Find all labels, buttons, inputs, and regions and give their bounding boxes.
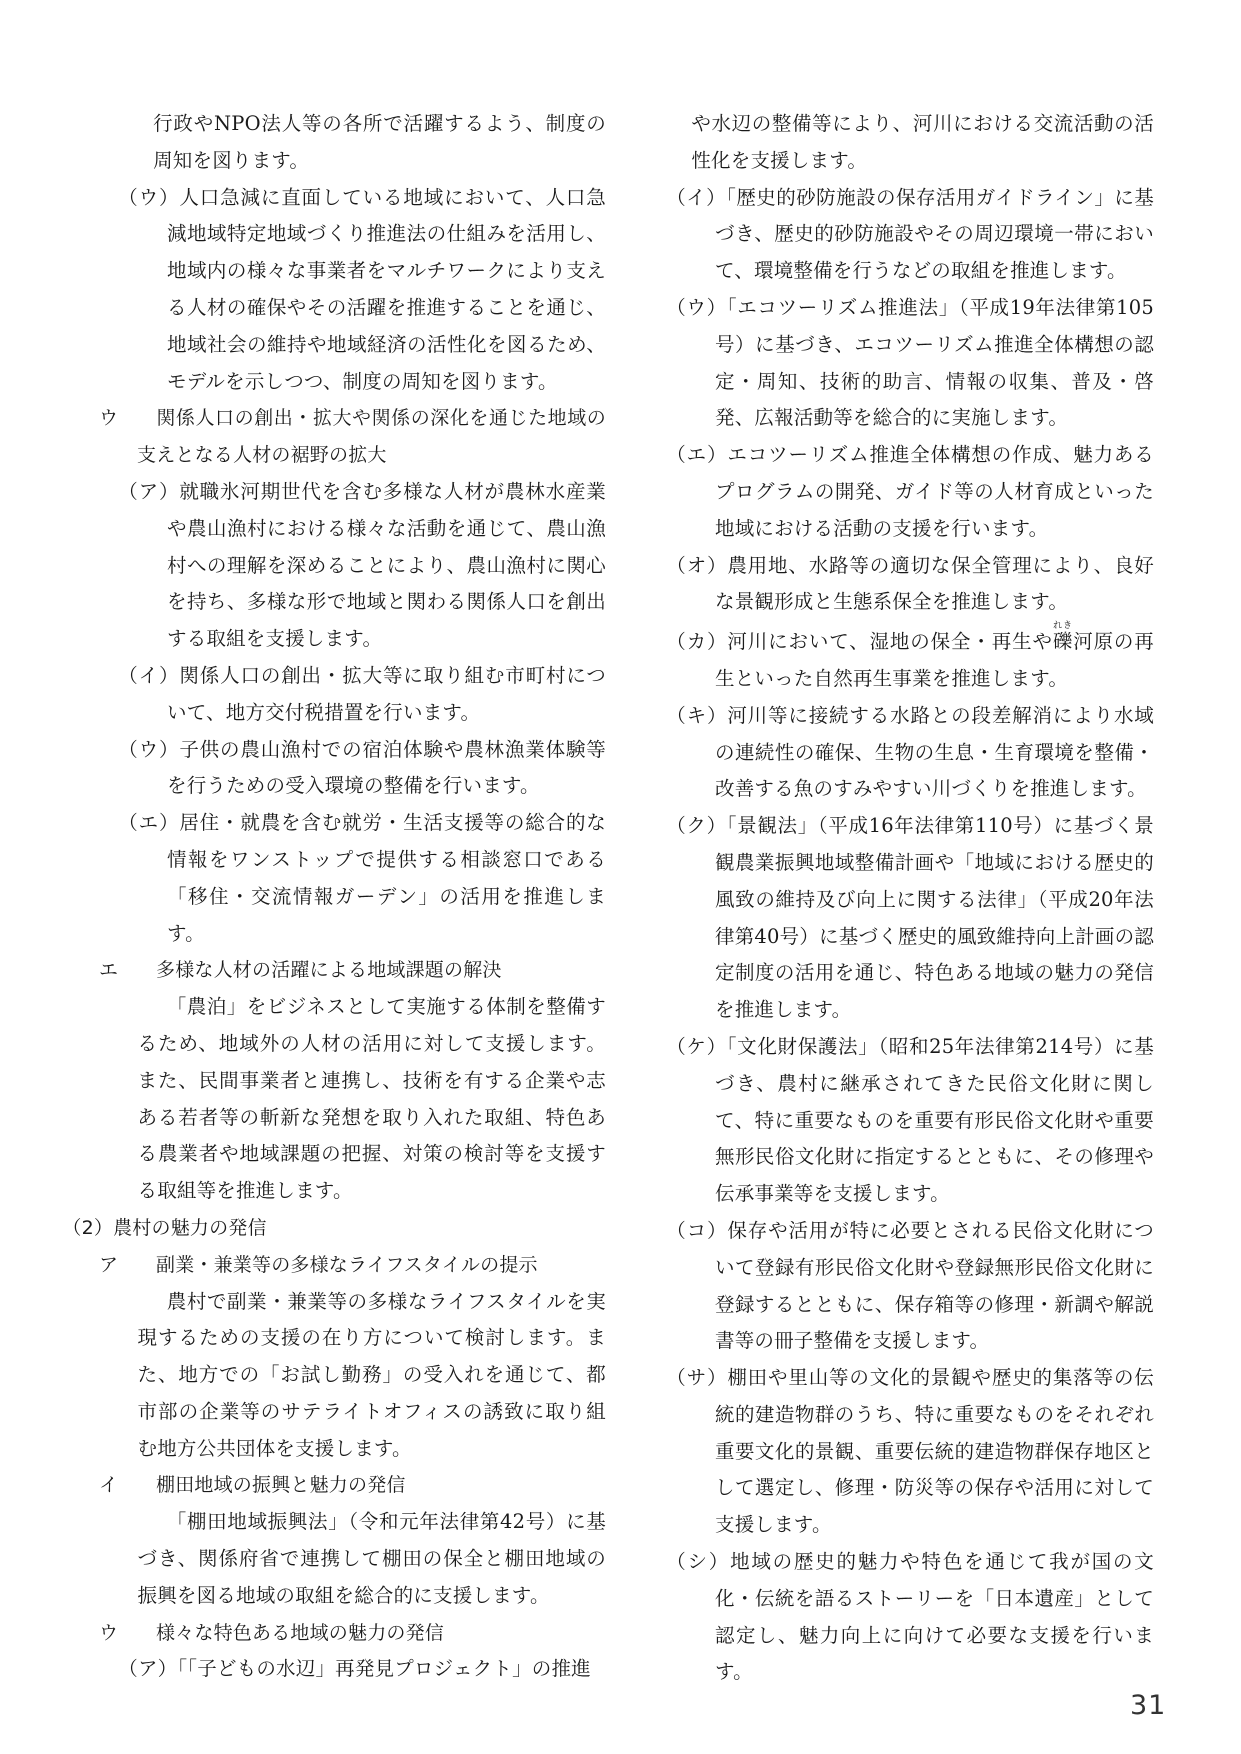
- list-item: [666, 808, 1154, 1029]
- item-text: 関係人口の創出・拡大等に取り組む市町村について、地方交付税措置を行います。: [167, 663, 606, 724]
- heading-text: 様々な特色ある地域の魅力の発信: [156, 1621, 445, 1644]
- body-paragraph: 「棚田地域振興法」（令和元年法律第42号）に基づき、関係府省で連携して棚田の保全と棚田地域の振興を図る地域の取組を総合的に支援します。: [137, 1510, 606, 1607]
- item-label: （キ）: [666, 703, 728, 727]
- list-item: [666, 437, 1154, 547]
- item-text-with-ruby: 河川において、湿地の保全・再生や礫れき河原の再生といった自然再生事業を推進します。: [715, 621, 1155, 690]
- item-label: （イ）: [118, 663, 180, 687]
- continued-text: 行政やNPO法人等の各所で活躍するよう、制度の周知を図ります。: [153, 112, 606, 172]
- item-label: （ウ）: [118, 185, 180, 209]
- item-text: 地域の歴史的魅力や特色を通じて我が国の文化・伝統を語るストーリーを「日本遺産」として認定し、魅力向上に向けて必要な支援を行います。: [715, 1550, 1154, 1684]
- left-column: [62, 106, 607, 1688]
- list-item: [666, 698, 1155, 808]
- heading-label: エ: [99, 959, 119, 982]
- page-number: 31: [1130, 1690, 1167, 1721]
- continued-text: や水辺の整備等により、河川における交流活動の活性化を支援します。: [691, 112, 1154, 172]
- item-label: （シ）: [666, 1550, 731, 1574]
- heading-text: 農村の魅力の発信: [113, 1216, 267, 1239]
- item-text: 「文化財保護法」（昭和25年法律第214号）に基づき、農村に継承されてきた民俗文化財に関して、特に重要なものを重要有形民俗文化財や重要無形民俗文化財に指定するとともに、その修理や伝承事業等を支援します。: [715, 1034, 1154, 1206]
- item-label: （ア）: [118, 1657, 178, 1681]
- list-item: [118, 474, 607, 658]
- item-text: 居住・就農を含む就労・生活支援等の総合的な情報をワンストップで提供する相談窓口である「移住・交流情報ガーデン」の活用を推進します。: [167, 811, 607, 945]
- heading-text: 関係人口の創出・拡大や関係の深化を通じた地域の支えとなる人材の裾野の拡大: [137, 407, 606, 467]
- list-item: [118, 180, 606, 401]
- item-text: 農用地、水路等の適切な保全管理により、良好な景観形成と生態系保全を推進します。: [715, 553, 1155, 614]
- list-item: [666, 1029, 1154, 1213]
- list-item: [666, 1360, 1155, 1544]
- list-item: [666, 290, 1154, 437]
- list-item: [666, 180, 1154, 290]
- subsection-heading: [99, 400, 606, 474]
- item-label: （ウ）: [118, 737, 180, 761]
- item-text: 人口急減に直面している地域において、人口急減地域特定地域づくり推進法の仕組みを活用し、地域内の様々な事業者をマルチワークにより支える人材の確保やその活躍を推進することを通じ、地域社会の維持や地域経済の活性化を図るため、モデルを示しつつ、制度の周知を図ります。: [167, 185, 606, 393]
- list-item: [666, 1213, 1154, 1360]
- list-item: [666, 621, 1155, 698]
- list-item: [118, 732, 607, 806]
- item-label: （オ）: [666, 553, 728, 577]
- heading-label: ウ: [99, 1621, 119, 1644]
- subsection-heading: [99, 952, 606, 989]
- item-label: （カ）: [666, 630, 728, 654]
- list-item: [666, 1544, 1154, 1691]
- body-paragraph: 農村で副業・兼業等の多様なライフスタイルを実現するための支援の在り方について検討します。また、地方での「お試し勤務」の受入れを通じて、都市部の企業等のサテライトオフィスの誘致に取り組む地方公共団体を支援します。: [137, 1289, 606, 1460]
- item-text: 保存や活用が特に必要とされる民俗文化財について登録有形民俗文化財や登録無形民俗文化財に登録するとともに、保存箱等の修理・新調や解説書等の冊子整備を支援します。: [715, 1218, 1154, 1353]
- list-item: [118, 1651, 606, 1688]
- heading-text: 棚田地域の振興と魅力の発信: [156, 1474, 406, 1497]
- item-text: 「歴史的砂防施設の保存活用ガイドライン」に基づき、歴史的砂防施設やその周辺環境一帯において、環境整備を行うなどの取組を推進します。: [715, 185, 1154, 283]
- item-label: （エ）: [666, 443, 728, 467]
- subsection-heading: [99, 1467, 606, 1504]
- heading-label: （2）: [62, 1216, 114, 1239]
- heading-text: 副業・兼業等の多様なライフスタイルの提示: [156, 1253, 538, 1276]
- item-label: （ウ）: [666, 295, 727, 319]
- heading-label: ア: [99, 1253, 119, 1276]
- item-text: 棚田や里山等の文化的景観や歴史的集落等の伝統的建造物群のうち、特に重要なものをそれぞれ重要文化的景観、重要伝統的建造物群保存地区として選定し、修理・防災等の保存や活用に対して支援します。: [715, 1366, 1155, 1537]
- item-text: 子供の農山漁村での宿泊体験や農林漁業体験等を行うための受入環境の整備を行います。: [167, 737, 607, 798]
- item-text: 就職氷河期世代を含む多様な人材が農林水産業や農山漁村における様々な活動を通じて、農山漁村への理解を深めることにより、農山漁村に関心を持ち、多様な形で地域と関わる関係人口を創出する取組を支援します。: [167, 479, 607, 651]
- item-text: 「「子どもの水辺」再発見プロジェクト」の推進: [177, 1657, 591, 1681]
- item-label: （イ）: [666, 185, 727, 209]
- list-item: [666, 548, 1155, 622]
- list-item: [118, 658, 606, 732]
- subsection-heading: [99, 1615, 606, 1652]
- heading-text: 多様な人材の活躍による地域課題の解決: [156, 959, 502, 982]
- item-text: 河川等に接続する水路との段差解消により水域の連続性の確保、生物の生息・生育環境を整備・改善する魚のすみやすい川づくりを推進します。: [715, 703, 1155, 801]
- item-text: 「エコツーリズム推進法」（平成19年法律第105号）に基づき、エコツーリズム推進全体構想の認定・周知、技術的助言、情報の収集、普及・啓発、広報活動等を総合的に実施します。: [715, 295, 1154, 430]
- item-label: （サ）: [666, 1366, 728, 1390]
- item-text: エコツーリズム推進全体構想の作成、魅力あるプログラムの開発、ガイド等の人材育成といった地域における活動の支援を行います。: [715, 443, 1154, 540]
- item-label: （ク）: [666, 814, 727, 838]
- subsection-heading: [99, 1247, 606, 1284]
- heading-label: ウ: [99, 407, 119, 430]
- heading-label: イ: [99, 1474, 119, 1497]
- item-label: （ア）: [118, 479, 180, 503]
- item-text: 「景観法」（平成16年法律第110号）に基づく景観農業振興地域整備計画や「地域における歴史的風致の維持及び向上に関する法律」（平成20年法律第40号）に基づく歴史的風致維持向上計画の認定制度の活用を通じ、特色ある地域の魅力の発信を推進します。: [715, 814, 1154, 1022]
- right-column: [666, 106, 1154, 1691]
- section-heading: [62, 1210, 606, 1247]
- ruby-annotation: [1052, 621, 1074, 654]
- item-label: （コ）: [666, 1218, 728, 1242]
- ruby-reading: れき: [1052, 621, 1073, 632]
- ruby-base: 礫: [1052, 630, 1074, 654]
- item-label: （ケ）: [666, 1034, 727, 1058]
- body-paragraph: 「農泊」をビジネスとして実施する体制を整備するため、地域外の人材の活用に対して支援します。また、民間事業者と連携し、技術を有する企業や志ある若者等の斬新な発想を取り入れた取組、特色ある農業者や地域課題の把握、対策の検討等を支援する取組等を推進します。: [137, 995, 606, 1203]
- list-item: [118, 805, 607, 952]
- item-label: （エ）: [118, 811, 180, 835]
